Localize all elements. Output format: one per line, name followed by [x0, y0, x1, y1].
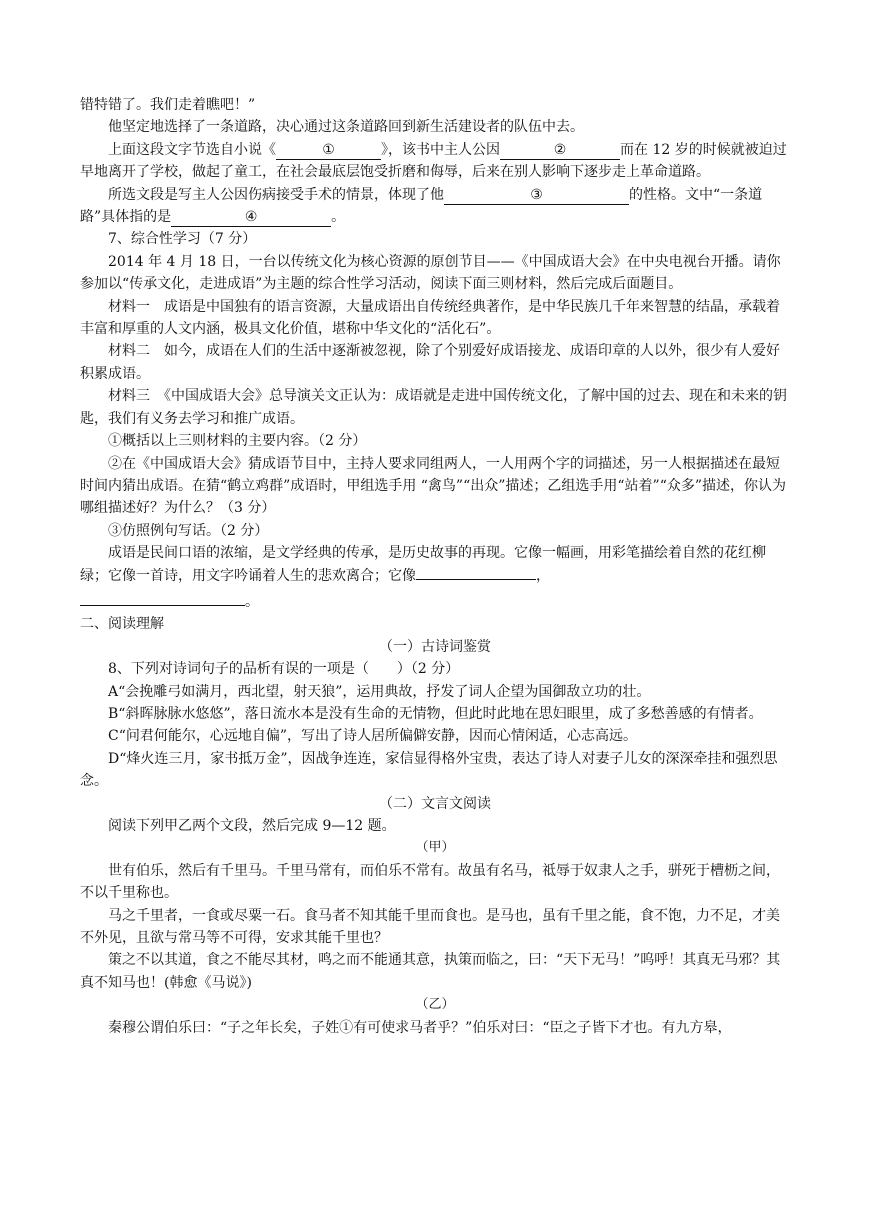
answer-blank-4[interactable]: ④: [171, 208, 331, 227]
document-page: [80, 94, 790, 1039]
section-2-title: 二、阅读理解: [80, 616, 164, 633]
subsection-2-title: （二）文言文阅读: [379, 795, 491, 812]
subquestion-1: ①概括以上三则材料的主要内容。（2 分）: [108, 433, 367, 450]
subquestion-2: ②在《中国成语大会》猜成语节目中，主持人要求同组两人，一人用两个字的词描述，另一人根据描述在最短时间内猜出成语。在猜“鹤立鸡群”成语时，甲组选手用 “禽鸟”“出众”描述；乙组选手用“站着”“众多”描述，你认为哪组描述好？为什么？（3 分）: [80, 455, 787, 517]
passage-paragraph: 秦穆公谓伯乐曰：“子之年长矣，子姓①有可使求马者乎？”伯乐对曰：“臣之子皆下才也。有九方皋，: [108, 1019, 732, 1036]
passage-paragraph: 世有伯乐，然后有千里马。千里马常有，而伯乐不常有。故虽有名马，祗辱于奴隶人之手，骈死于槽枥之间，不以千里称也。: [80, 862, 780, 902]
answer-blank-5[interactable]: [416, 579, 536, 580]
material-1: 材料一 成语是中国独有的语言资源，大量成语出自传统经典著作，是中华民族几千年来智慧的结晶，承载着丰富和厚重的人文内涵，极具文化价值，堪称中华文化的“活化石”。: [80, 298, 780, 338]
answer-blank-2[interactable]: ②: [500, 141, 620, 160]
paragraph-blanks-1: 上面这段文字节选自小说《 ① 》，该书中主人公因 ② 而在 12 岁的时候就被迫过早地离开了学校，做起了童工，在社会最底层饱受折磨和侮辱，后来在别人影响下逐步走上革命道路。: [80, 141, 787, 181]
passage-yi-label: （乙）: [415, 997, 455, 1013]
subsection-1-title: （一）古诗词鉴赏: [379, 638, 491, 655]
option-b: B“斜晖脉脉水悠悠”，落日流水本是没有生命的无情物，但此时此地在思妇眼里，成了多愁善感的有情者。: [108, 705, 763, 722]
text-line: 他坚定地选择了一条道路，决心通过这条道路回到新生活建设者的队伍中去。: [108, 119, 584, 136]
option-d: D“烽火连三月，家书抵万金”，因战争连连，家信显得格外宝贵，表达了诗人对妻子儿女的深深牵挂和强烈思念。: [80, 750, 778, 790]
passage-paragraph: 策之不以其道，食之不能尽其材，鸣之而不能通其意，执策而临之，曰：“天下无马！”呜呼！其真无马邪？其真不知马也！(韩愈《马说》): [80, 952, 781, 991]
subquestion-3: ③仿照例句写话。（2 分）: [108, 522, 269, 539]
question-7-intro: 2014 年 4 月 18 日，一台以传统文化为核心资源的原创节目——《中国成语大会》在中央电视台开播。请你参加以“传承文化，走进成语”为主题的综合性学习活动，阅读下面三则材料，然后完成后面题目。: [80, 253, 781, 293]
option-a: A“会挽雕弓如满月，西北望，射天狼”，运用典故，抒发了词人企望为国御敌立功的壮。: [108, 683, 651, 700]
reading-intro: 阅读下列甲乙两个文段，然后完成 9—12 题。: [108, 818, 396, 834]
answer-blank-1[interactable]: ①: [276, 141, 381, 160]
question-7-title: 7、综合性学习（7 分）: [108, 231, 257, 248]
text-line: 错特错了。我们走着瞧吧！”: [80, 97, 256, 113]
answer-blank-6[interactable]: [80, 587, 245, 606]
material-3: 材料三 《中国成语大会》总导演关文正认为：成语就是走进中国传统文化，了解中国的过去、现在和未来的钥匙，我们有义务去学习和推广成语。: [80, 388, 787, 427]
paragraph-blanks-2: 所选文段是写主人公因伤病接受手术的情景，体现了他 ③ 的性格。文中“一条道路”具体指的是 ④ 。: [80, 186, 763, 226]
passage-paragraph: 马之千里者，一食或尽粟一石。食马者不知其能千里而食也。是马也，虽有千里之能，食不饱，力不足，才美不外见，且欲与常马等不可得，安求其能千里也？: [80, 907, 780, 947]
passage-jia-label: （甲）: [415, 840, 455, 856]
option-c: C“问君何能尔，心远地自偏”，写出了诗人居所偏僻安静，因而心情闲适，心志高远。: [108, 728, 638, 745]
question-8: 8、下列对诗词句子的品析有误的一项是（ ）（2 分）: [108, 661, 460, 678]
material-2: 材料二 如今，成语在人们的生活中逐渐被忽视，除了个别爱好成语接龙、成语印章的人以外，很少有人爱好积累成语。: [80, 343, 780, 382]
imitation-ending: 。: [80, 587, 790, 613]
imitation-sentence: 成语是民间口语的浓缩，是文学经典的传承，是历史故事的再现。它像一幅画，用彩笔描绘着自然的花红柳绿；它像一首诗，用文字吟诵着人生的悲欢离合；它像 ，: [80, 545, 766, 584]
answer-blank-3[interactable]: ③: [444, 186, 629, 205]
